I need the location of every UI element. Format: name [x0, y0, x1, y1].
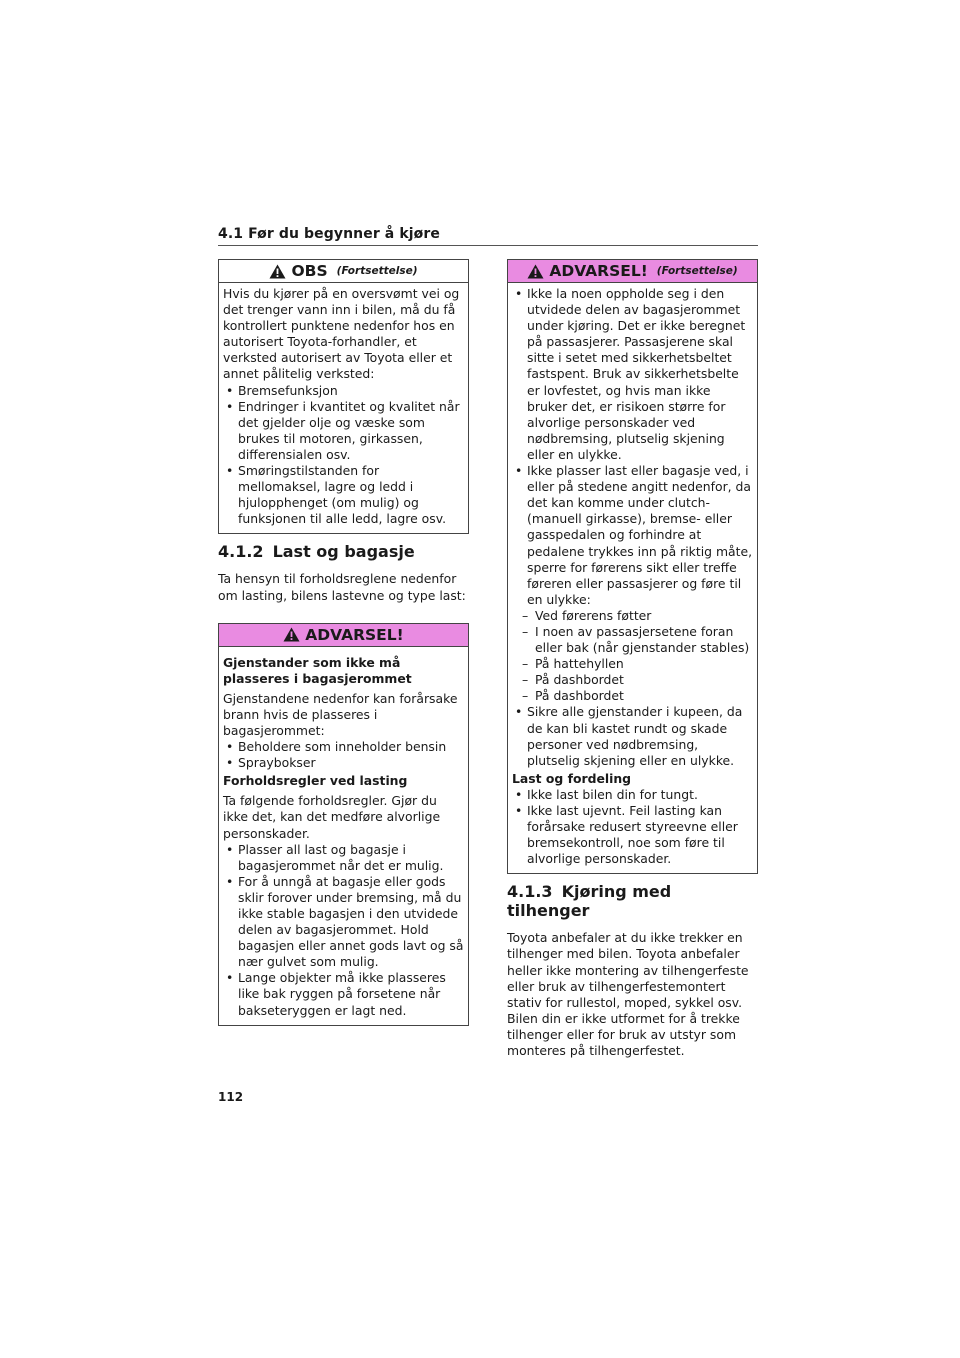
paragraph: Ta følgende forholdsregler. Gjør du ikke det, kan det medføre alvorlige personskader. — [223, 793, 441, 841]
list-item: • Ikke last ujevnt. Feil lasting kan forårsake redusert styreevne eller bremsekontroll, noe som føre til alvorlige personskader. — [512, 803, 753, 867]
list-item: • Ikke la noen oppholde seg i den utvidede delen av bagasjerommet under kjøring. Det er ikke beregnet på passasjerer. Passasjerene skal sitte i setet med sikkerhetsbeltet fastspent. Bruk av sikkerhetsbelte er lovfestet, og hvis man ikke bruker det, er risikoen større for alvorlige personskader ved nødbremsing, plutselig skjening eller en ulykke. — [512, 286, 753, 463]
obs-content — [219, 283, 468, 533]
header-rule — [218, 245, 758, 246]
list-item: • Lange objekter må ikke plasseres like bak ryggen på forsetene når bakseteryggen er lagt ned. — [223, 970, 464, 1018]
list-item: • Sikre alle gjenstander i kupeen, da de kan bli kastet rundt og skade personer ved nødbremsing, plutselig skjening eller en ulykke. — [512, 704, 753, 768]
section-title: Kjøring med tilhenger — [507, 882, 672, 921]
list-item: • Endringer i kvantitet og kvalitet når det gjelder olje og væske som brukes til motoren, girkassen, differensialen osv. — [223, 399, 464, 463]
obs-intro: Hvis du kjører på en oversvømt vei og det trenger vann inn i bilen, må du få kontrollert punktene nedenfor hos en autorisert Toyota-forhandler, et verksted autorisert av Toyota eller et annet pålitelig verksted: — [223, 286, 460, 382]
list-item: – På dashbordet — [512, 688, 753, 704]
list-item: – På hattehyllen — [512, 656, 753, 672]
list-item: – I noen av passasjersetene foran eller bak (når gjenstander stables) — [512, 624, 753, 656]
warning-box-2-header — [508, 260, 757, 283]
dash-list — [512, 608, 753, 705]
subheading: Forholdsregler ved lasting — [223, 773, 408, 789]
obs-heading: OBS — [291, 262, 328, 280]
list-item: • Bremsefunksjon — [223, 383, 464, 399]
warning-triangle-icon — [527, 264, 544, 279]
list-item: – På dashbordet — [512, 672, 753, 688]
list-item: • Ikke last bilen din for tungt. — [512, 787, 753, 803]
paragraph: Gjenstandene nedenfor kan forårsake brann hvis de plasseres i bagasjerommet: — [223, 690, 458, 738]
obs-box-header — [219, 260, 468, 283]
warning-box-1 — [218, 623, 469, 1026]
header-title: 4.1 Før du begynner å kjøre — [218, 226, 440, 242]
bullet-list — [512, 286, 753, 769]
right-column — [507, 259, 758, 1059]
list-item: – Ved førerens føtter — [512, 608, 753, 624]
section-title: Last og bagasje — [272, 542, 415, 562]
list-item-text: Ikke plasser last eller bagasje ved, i eller på stedene angitt nedenfor, da det kan komme under clutch- (manuell girkasse), bremse- eller gasspedalen og forhindre at pedalene trykkes inn på riktig måte, sperre for førerens sikt eller treffe føreren eller passasjerer og føre til en ulykke: — [527, 463, 753, 607]
bullet-list — [512, 787, 753, 867]
obs-continued: (Fortsettelse) — [336, 265, 418, 277]
warning-heading: ADVARSEL! — [305, 625, 404, 644]
warning-heading: ADVARSEL! — [549, 262, 648, 280]
subheading: Last og fordeling — [512, 770, 632, 786]
warning-continued: (Fortsettelse) — [656, 265, 738, 277]
section-4-1-3-heading — [507, 882, 758, 920]
warning-box-1-content — [219, 647, 468, 1025]
obs-list — [223, 383, 464, 528]
list-item: • Beholdere som inneholder bensin — [223, 739, 464, 755]
section-4-1-2-heading — [218, 542, 469, 561]
page-number: 112 — [218, 1090, 244, 1104]
bullet-list — [223, 842, 464, 1019]
list-item — [512, 463, 753, 704]
section-4-1-2-text: Ta hensyn til forholdsreglene nedenfor om lasting, bilens lastevne og type last: — [218, 571, 466, 603]
list-item: • Spraybokser — [223, 755, 464, 771]
bullet-list — [223, 739, 464, 771]
warning-triangle-icon — [283, 627, 300, 642]
warning-triangle-icon — [269, 264, 286, 279]
warning-box-2 — [507, 259, 758, 874]
section-number: 4.1.3 — [507, 882, 553, 902]
list-item: • Smøringstilstanden for mellomaksel, lagre og ledd i hjulopphenget (om mulig) og funksjonen til alle ledd, lagre osv. — [223, 463, 464, 527]
list-item: • For å unngå at bagasje eller gods sklir forover under bremsing, må du ikke stable bagasjen i den utvidede delen av bagasjerommet. Hold bagasjen eller annet gods lavt og så nær gulvet som mulig. — [223, 874, 464, 971]
subheading: Gjenstander som ikke må plasseres i bagasjerommet — [223, 654, 412, 686]
running-header — [218, 226, 758, 246]
section-4-1-3-text: Toyota anbefaler at du ikke trekker en tilhenger med bilen. Toyota anbefaler heller ikke montering av tilhengerfeste eller bruk av tilhengerfestemontert stativ for rullestol, moped, sykkel osv. Bilen din er ikke utformet for å trekke tilhenger eller for bruk av utstyr som monteres på tilhengerfestet. — [507, 930, 749, 1059]
warning-box-1-header — [219, 624, 468, 647]
warning-box-2-content — [508, 283, 757, 873]
list-item: • Plasser all last og bagasje i bagasjerommet når det er mulig. — [223, 842, 464, 874]
obs-box — [218, 259, 469, 534]
left-column — [218, 259, 469, 1026]
section-number: 4.1.2 — [218, 542, 264, 562]
